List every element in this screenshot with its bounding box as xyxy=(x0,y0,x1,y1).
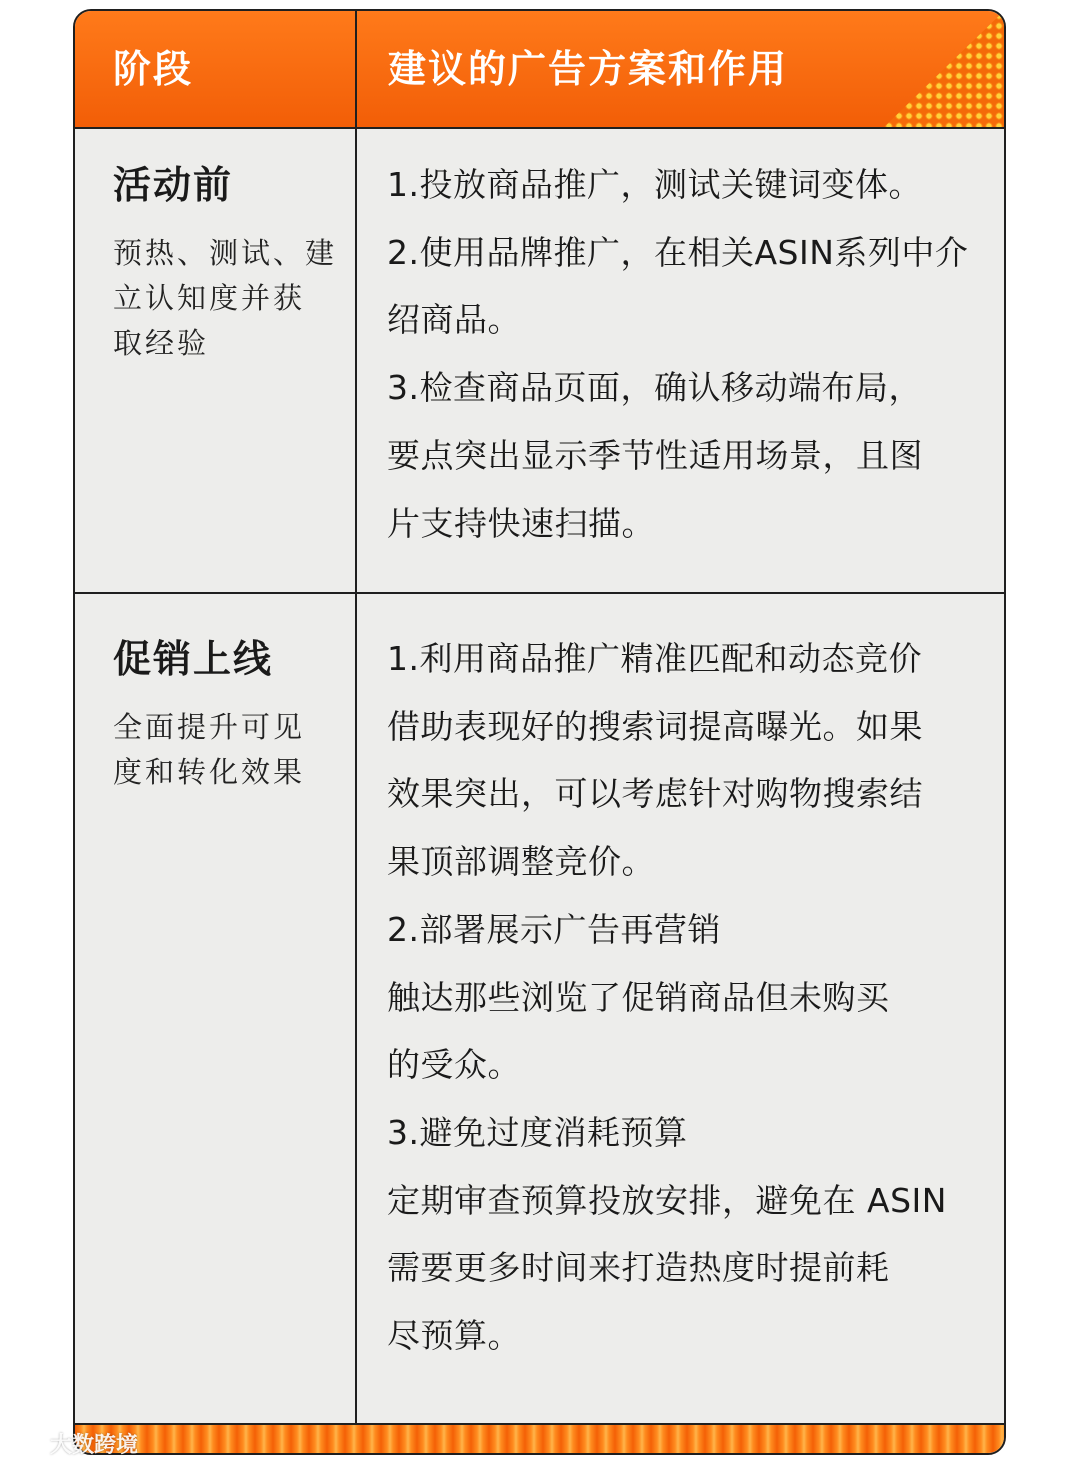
plan-line: 果顶部调整竞价。 xyxy=(387,842,655,882)
stage-cell-promo-live xyxy=(113,633,338,795)
dot-pattern-decoration xyxy=(884,11,1004,127)
plan-line: 需要更多时间来打造热度时提前耗 xyxy=(387,1248,890,1288)
plan-line: 片支持快速扫描。 xyxy=(387,503,655,543)
ad-plan-table xyxy=(73,9,1006,1455)
plan-line: 1.投放商品推广，测试关键词变体。 xyxy=(387,165,922,204)
watermark xyxy=(6,1428,138,1459)
stage-desc-line: 预热、测试、建 xyxy=(113,236,338,270)
plan-line: 2.部署展示广告再营销 xyxy=(387,909,721,949)
plan-line: 2.使用品牌推广，在相关ASIN系列中介 xyxy=(387,232,969,272)
plan-line: 的受众。 xyxy=(387,1045,521,1085)
plan-cell-pre-event xyxy=(387,151,977,557)
plan-line: 绍商品。 xyxy=(387,300,521,340)
header-plan: 建议的广告方案和作用 xyxy=(388,47,789,91)
plan-line: 要点突出显示季节性适用场景，且图 xyxy=(387,435,923,475)
stage-desc-line: 立认知度并获 xyxy=(113,281,306,315)
column-divider xyxy=(355,11,357,1425)
plan-line: 借助表现好的搜索词提高曝光。如果 xyxy=(387,706,923,746)
stage-desc-line: 全面提升可见 xyxy=(113,710,306,744)
stage-desc-line: 取经验 xyxy=(113,326,210,360)
stage-description xyxy=(113,705,338,795)
plan-line: 3.避免过度消耗预算 xyxy=(387,1112,688,1152)
stage-description xyxy=(113,231,338,366)
plan-line: 定期审查预算投放安排，避免在 ASIN xyxy=(387,1180,947,1220)
footer-decor-strip xyxy=(75,1423,1004,1453)
stage-title: 促销上线 xyxy=(113,637,274,681)
watermark-text: 大数跨境 xyxy=(50,1433,139,1458)
plan-cell-promo-live xyxy=(387,625,977,1370)
plan-line: 效果突出，可以考虑针对购物搜索结 xyxy=(387,774,923,814)
stage-title: 活动前 xyxy=(113,163,234,207)
row-divider xyxy=(75,592,1004,594)
table-header xyxy=(75,11,1004,129)
header-stage: 阶段 xyxy=(113,47,194,91)
plan-line: 1.利用商品推广精准匹配和动态竞价 xyxy=(387,639,922,678)
stage-cell-pre-event xyxy=(113,159,338,366)
plan-line: 触达那些浏览了促销商品但未购买 xyxy=(387,977,890,1017)
stage-desc-line: 度和转化效果 xyxy=(113,755,306,789)
brand-logo-icon xyxy=(6,1431,46,1457)
plan-line: 3.检查商品页面，确认移动端布局， xyxy=(387,368,922,408)
plan-line: 尽预算。 xyxy=(387,1316,521,1356)
